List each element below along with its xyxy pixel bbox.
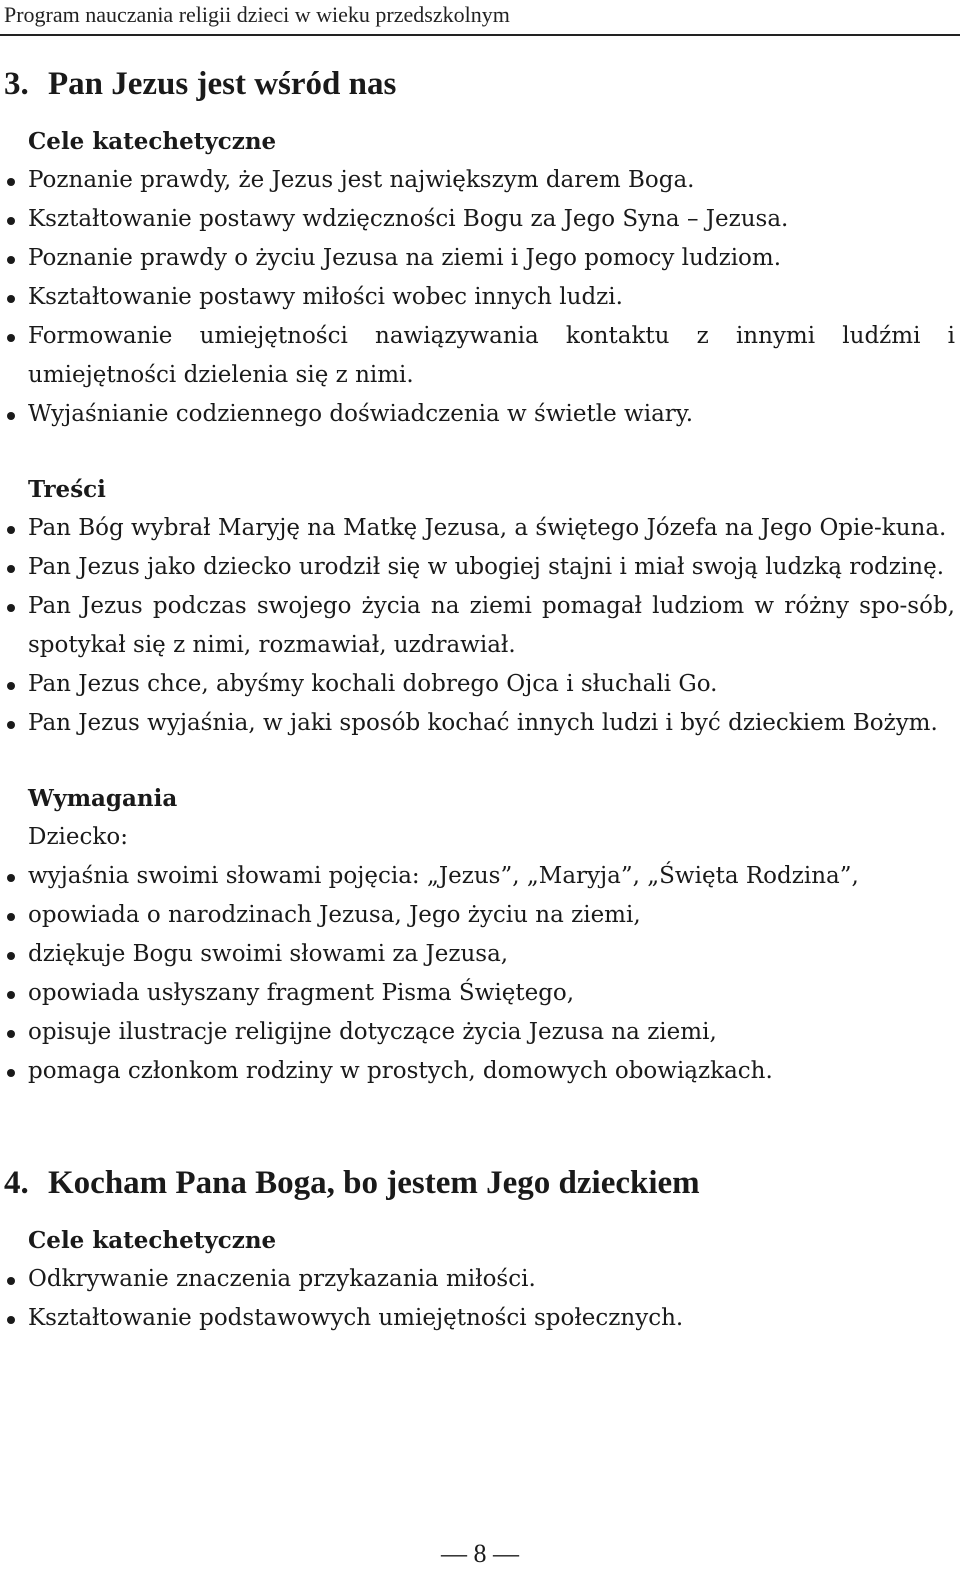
list-item: Pan Bóg wybrał Maryję na Matkę Jezusa, a świętego Józefa na Jego Opie-kuna. [0, 509, 955, 548]
bullet-icon [7, 412, 15, 420]
list-item: Kształtowanie postawy miłości wobec innych ludzi. [0, 278, 955, 317]
bullet-icon [7, 991, 15, 999]
chapter-3-title [4, 62, 955, 106]
chapter-3-goals-heading: Cele katechetyczne [28, 128, 277, 155]
chapter-3-title-text: Pan Jezus jest wśród nas [48, 66, 397, 102]
bullet-icon [7, 565, 15, 573]
bullet-icon [7, 256, 15, 264]
bullet-icon [7, 913, 15, 921]
list-item: Pan Jezus podczas swojego życia na ziemi pomagał ludziom w różny spo-sób, spotykał się z nimi, rozmawiał, uzdrawiał. [0, 587, 955, 665]
chapter-4-goals-heading: Cele katechetyczne [28, 1227, 277, 1254]
chapter-3-number: 3. [4, 66, 29, 102]
list-item: opisuje ilustracje religijne dotyczące życia Jezusa na ziemi, [0, 1013, 955, 1052]
list-item: Poznanie prawdy o życiu Jezusa na ziemi i Jego pomocy ludziom. [0, 239, 955, 278]
chapter-4-goals-list [0, 1260, 955, 1338]
requirements-intro: Dziecko: [28, 824, 128, 850]
page-content [0, 62, 955, 1338]
bullet-icon [7, 295, 15, 303]
bullet-icon [7, 178, 15, 186]
list-item: Poznanie prawdy, że Jezus jest największym darem Boga. [0, 161, 955, 200]
list-item: Pan Jezus wyjaśnia, w jaki sposób kochać innych ludzi i być dzieckiem Bożym. [0, 704, 955, 743]
chapter-3-requirements-heading: Wymagania [28, 785, 178, 812]
list-item: Pan Jezus chce, abyśmy kochali dobrego Ojca i słuchali Go. [0, 665, 955, 704]
bullet-icon [7, 721, 15, 729]
header-rule [0, 34, 960, 36]
bullet-icon [7, 1277, 15, 1285]
bullet-icon [7, 604, 15, 612]
chapter-3-contents-list [0, 509, 955, 743]
list-item: opowiada o narodzinach Jezusa, Jego życiu na ziemi, [0, 896, 955, 935]
chapter-4-goals [0, 1221, 955, 1338]
list-item: dziękuje Bogu swoimi słowami za Jezusa, [0, 935, 955, 974]
chapter-3-requirements [0, 779, 955, 1091]
bullet-icon [7, 334, 15, 342]
page-number: — 8 — [441, 1539, 519, 1568]
bullet-icon [7, 1069, 15, 1077]
list-item: opowiada usłyszany fragment Pisma Świętego, [0, 974, 955, 1013]
bullet-icon [7, 1030, 15, 1038]
list-item: Kształtowanie podstawowych umiejętności społecznych. [0, 1299, 955, 1338]
chapter-4-title [4, 1161, 955, 1205]
chapter-3-requirements-list [0, 857, 955, 1091]
bullet-icon [7, 874, 15, 882]
chapter-4-number: 4. [4, 1165, 29, 1201]
bullet-icon [7, 526, 15, 534]
list-item: pomaga członkom rodziny w prostych, domowych obowiązkach. [0, 1052, 955, 1091]
running-head: Program nauczania religii dzieci w wieku przedszkolnym [4, 2, 510, 27]
list-item: Kształtowanie postawy wdzięczności Bogu za Jego Syna – Jezusa. [0, 200, 955, 239]
chapter-3-contents-heading: Treści [28, 476, 106, 503]
chapter-4-title-text: Kocham Pana Boga, bo jestem Jego dzieckiem [48, 1165, 700, 1201]
bullet-icon [7, 1316, 15, 1324]
bullet-icon [7, 682, 15, 690]
list-item: Pan Jezus jako dziecko urodził się w ubogiej stajni i miał swoją ludzką rodzinę. [0, 548, 955, 587]
list-item: Formowanie umiejętności nawiązywania kontaktu z innymi ludźmi i umiejętności dzielenia się z nimi. [0, 317, 955, 395]
list-item: Wyjaśnianie codziennego doświadczenia w świetle wiary. [0, 395, 955, 434]
bullet-icon [7, 952, 15, 960]
chapter-3-goals-list [0, 161, 955, 434]
chapter-3-contents [0, 470, 955, 743]
chapter-3-goals [0, 122, 955, 434]
list-item: Odkrywanie znaczenia przykazania miłości. [0, 1260, 955, 1299]
bullet-icon [7, 217, 15, 225]
list-item: wyjaśnia swoimi słowami pojęcia: „Jezus”, „Maryja”, „Święta Rodzina”, [0, 857, 955, 896]
